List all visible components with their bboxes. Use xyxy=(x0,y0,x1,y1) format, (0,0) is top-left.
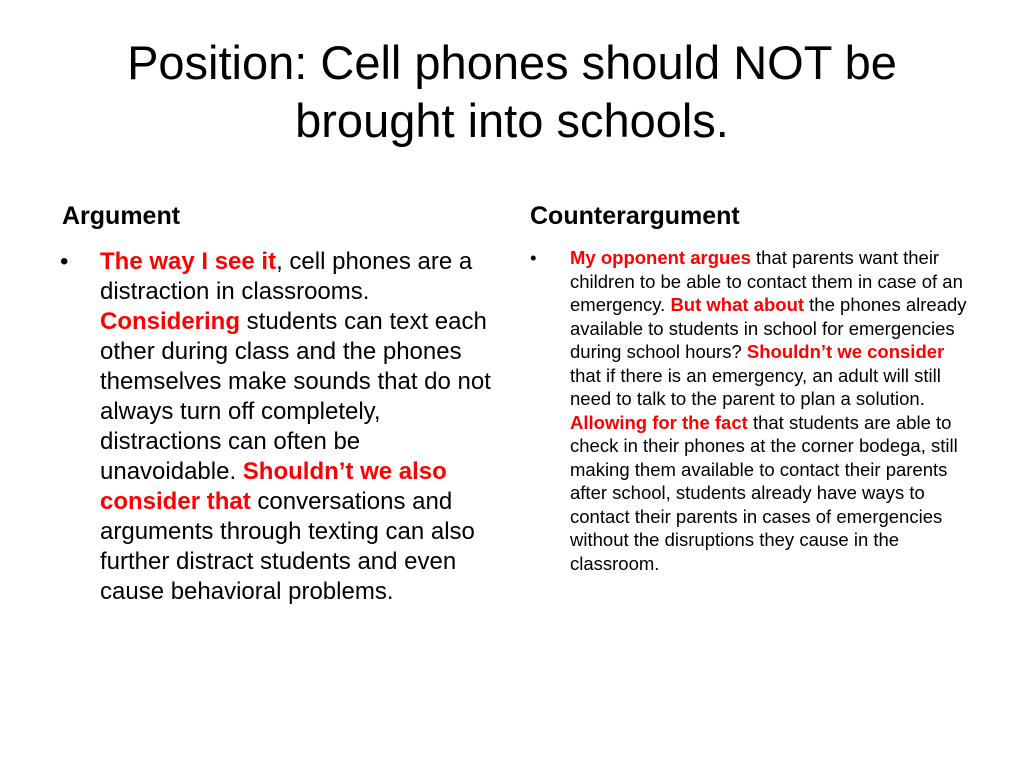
body-text: , cell phones are a distraction in classrooms. xyxy=(100,248,473,305)
bullet-icon: • xyxy=(530,247,537,268)
body-text: that parents want their children to be able to contact them in case of an emergency. xyxy=(570,247,963,315)
argument-heading: Argument xyxy=(62,202,181,230)
counterargument-heading: Counterargument xyxy=(530,202,740,230)
argument-text xyxy=(100,247,500,607)
highlighted-phrase: My opponent argues xyxy=(570,247,751,268)
body-text: the phones already available to students in school for emergencies during school hours? xyxy=(570,294,967,362)
highlighted-phrase: Considering xyxy=(100,308,241,335)
argument-bullet xyxy=(60,247,500,607)
counterargument-text xyxy=(570,246,970,575)
highlighted-phrase: But what about xyxy=(670,294,805,315)
body-text: conversations and arguments through texting can also further distract students and even cause behavioral problems. xyxy=(100,488,475,605)
highlighted-phrase: The way I see it xyxy=(100,248,277,275)
body-text: that if there is an emergency, an adult will still need to talk to the parent to plan a solution. xyxy=(570,364,941,409)
slide-title: Position: Cell phones should NOT be brought into schools. xyxy=(127,36,897,147)
argument-bullet-row xyxy=(60,247,500,607)
highlighted-phrase: Shouldn’t we also consider that xyxy=(100,458,447,515)
counterargument-bullet xyxy=(530,246,970,575)
body-text: that students are able to check in their phones at the corner bodega, still making them available to contact their parents after school, students already have ways to contact their parents in cases of emergencies without the disruptions they cause in the classroom. xyxy=(570,411,958,574)
bullet-icon: • xyxy=(60,248,69,275)
body-text: students can text each other during class and the phones themselves make sounds that do not always turn off completely, distractions can often be unavoidable. xyxy=(100,308,491,485)
counterargument-bullet-row xyxy=(530,246,970,575)
highlighted-phrase: Allowing for the fact xyxy=(570,411,748,433)
highlighted-phrase: Shouldn’t we consider xyxy=(746,341,945,362)
